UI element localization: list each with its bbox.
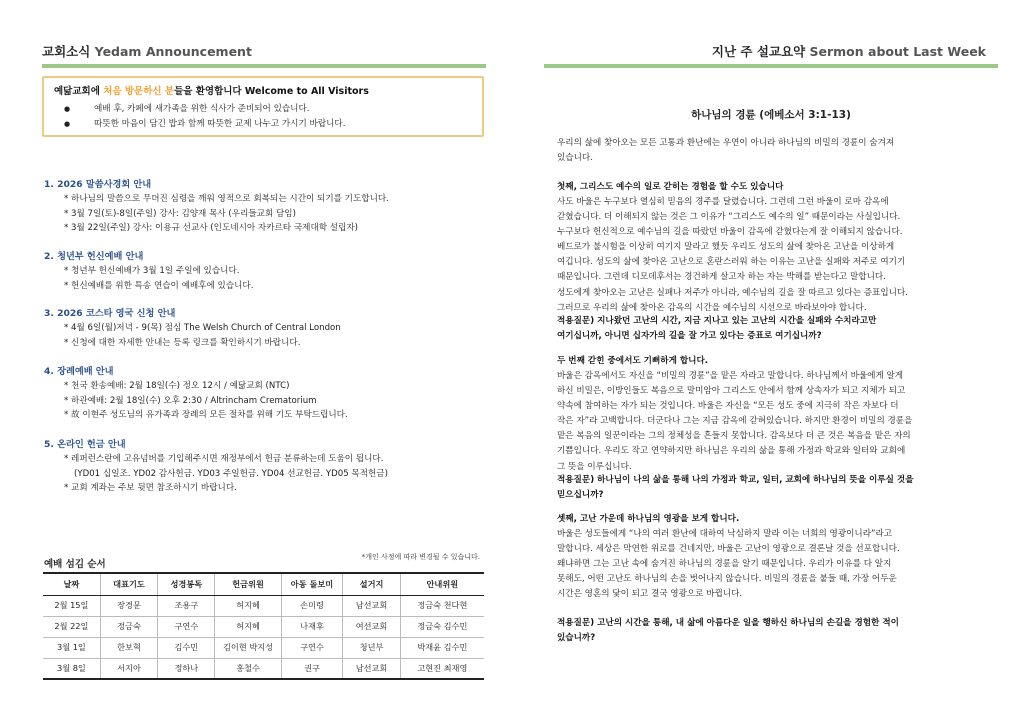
section-title: 1. 2026 말씀사경회 안내: [44, 179, 152, 190]
table-cell: 장경문: [100, 595, 157, 616]
sermon-line: 적용질문) 지나왔던 고난의 시간, 지금 지나고 있는 고난의 시간을 실패와 수치라고만: [557, 316, 877, 326]
section-line: * 3월 7일(토)-8일(주일) 강사: 김양재 목사 (우리들교회 담임): [64, 208, 296, 219]
sermon-line: 여깁니다. 성도의 삶에 찾아온 고난으로 혼란스러워 하는 이유는 고난을 실패와 저주로 여기기: [557, 257, 906, 268]
sermon-heading: [557, 473, 999, 503]
section-youth-service: [44, 250, 484, 293]
sermon-paragraph: [557, 195, 999, 316]
sermon-paragraph: [557, 369, 999, 475]
sermon-line: 누구보다 헌신적으로 예수님의 길을 따랐던 바울이 감옥에 갇혔다는게 잘 이해되지 않습니다.: [557, 227, 903, 238]
table-cell: 김이현 박지성: [215, 637, 281, 658]
welcome-title: [54, 83, 472, 97]
table-cell: 김수민: [158, 637, 215, 658]
table-cell: 정하나: [158, 658, 215, 679]
schedule-title: 예배 섬김 순서: [44, 559, 106, 570]
sermon-line: 있습니까?: [557, 633, 596, 644]
sermon-line: 그 뜻을 이루십니다.: [557, 461, 632, 472]
sermon-line: 말합니다. 세상은 막연한 위로를 건네지만, 바울은 고난이 영광으로 결론날 것을 선포합니다.: [557, 544, 900, 555]
sermon-page: [512, 0, 1024, 724]
sermon-line: 맡은 복음의 일꾼이라는 그의 정체성을 흔들지 못합니다. 감옥보다 더 큰 것은 복음을 맡은 자의: [557, 431, 911, 442]
col-header: 헌금위원: [215, 573, 281, 595]
header-divider: [544, 64, 998, 68]
welcome-title-highlight: 처음 방문하신 분: [103, 86, 175, 97]
sermon-line: 그러므로 우리의 삶에 찾아온 감옥의 시간을 예수님의 시선으로 바라보아야 합니다.: [557, 302, 867, 313]
section-line: * 교회 계좌는 주보 뒷면 참조하시기 바랍니다.: [64, 483, 237, 493]
sermon-line: 작은 자”라 고백합니다. 더군다나 그는 지금 감옥에 갇혀있습니다. 하지만 환경이 비밀의 경륜을: [557, 416, 913, 427]
section-line: * 청년부 헌신예배가 3월 1일 주일에 있습니다.: [64, 266, 240, 276]
sermon-header: [712, 42, 986, 60]
section-title: 4. 장례예배 안내: [44, 366, 114, 377]
sermon-title: 하나님의 경륜 (에베소서 3:1-13): [691, 109, 851, 121]
table-cell: 남선교회: [343, 658, 400, 679]
welcome-list: [54, 102, 472, 132]
sermon-line: 왜냐하면 그는 고난 속에 숨겨진 하나님의 경륜을 알기 때문입니다. 우리가 이유를 다 알지: [557, 559, 892, 570]
table-cell: 정금숙 김수민: [400, 616, 484, 637]
section-line: * 故 이현주 성도님의 유가족과 장례의 모든 절차를 위해 기도 부탁드립니다.: [64, 410, 348, 420]
header-english: Yedam Announcement: [94, 44, 252, 59]
sermon-line: 적용질문) 고난의 시간을 통해, 내 삶에 아름다운 일을 행하신 하나님의 손길을 경험한 적이: [557, 618, 899, 628]
table-cell: 2월 22일: [43, 616, 100, 637]
sermon-line: 바울은 성도들에게 “나의 여러 환난에 대하여 낙심하지 말라 이는 너희의 영광이니라”라고: [557, 529, 893, 539]
schedule-note: *개인 사정에 따라 변경될 수 있습니다.: [361, 553, 480, 561]
section-line: * 헌신예배를 위한 특송 연습이 예배후에 있습니다.: [64, 280, 254, 291]
schedule-header-row: [43, 573, 484, 595]
section-line: * 신청에 대한 자세한 안내는 등록 링크를 확인하시기 바랍니다.: [64, 337, 301, 348]
sermon-heading: [557, 180, 999, 195]
section-line: * 하관예배: 2월 18일(수) 오후 2:30 / Altrincham Crematorium: [64, 395, 317, 406]
sermon-line: 기쁨입니다. 우리도 작고 연약하지만 하나님은 우리의 삶을 통해 가정과 학교와 일터와 교회에: [557, 446, 906, 457]
section-line: * 레퍼런스란에 고유넘버를 기입해주시면 재정부에서 헌금 분류하는데 도움이 됩니다.: [64, 454, 384, 464]
section-bible-conference: [44, 178, 484, 236]
welcome-item: ● 따뜻한 마음이 담긴 밥과 함께 따뜻한 교제 나누고 가시기 바랍니다.: [54, 117, 472, 132]
table-row: [43, 595, 484, 616]
sermon-line: 우리의 삶에 찾아오는 모든 고통과 환난에는 우연이 아니라 하나님의 비밀의 경륜이 숨겨져: [557, 138, 895, 148]
section-funeral: [44, 365, 484, 423]
sermon-line: 때문입니다. 그런데 디모데후서는 경건하게 살고자 하는 자는 박해를 받는다고 말합니다.: [557, 272, 886, 283]
sermon-heading: [557, 354, 999, 369]
col-header: 날짜: [43, 573, 100, 595]
sermon-line: 믿으십니까?: [557, 490, 604, 501]
sermon-line: 성도에게 찾아오는 고난은 실패나 저주가 아니라, 예수님의 길을 잘 따르고 있다는 증표입니다.: [557, 287, 908, 298]
header-korean: 교회소식: [42, 44, 91, 59]
table-cell: 청년부: [343, 637, 400, 658]
table-cell: 박재윤 김수민: [400, 637, 484, 658]
section-line: * 3월 22일(주일) 강사: 이용규 선교사 (인도네시아 자카르타 국제대학 설립자): [64, 223, 359, 233]
table-cell: 권구: [281, 658, 343, 679]
header-korean: 지난 주 설교요약: [711, 44, 806, 59]
sermon-heading: [557, 616, 999, 646]
sermon-line: 하신 비밀은, 이방인들도 복음으로 말미암아 그리스도 안에서 함께 상속자가 되고 지체가 되고: [557, 386, 906, 397]
table-cell: 허지혜: [215, 616, 281, 637]
table-cell: 2월 15일: [43, 595, 100, 616]
sermon-line: 못해도, 어떤 고난도 하나님의 손을 벗어나지 않습니다. 비밀의 경륜을 붙들 때, 가장 어두운: [557, 574, 897, 585]
sermon-heading: [557, 512, 999, 527]
sermon-line: 사도 바울은 누구보다 열심히 믿음의 경주를 달렸습니다. 그런데 그런 바울이 로마 감옥에: [557, 197, 889, 207]
table-cell: 나재후: [281, 616, 343, 637]
sermon-paragraph: [557, 527, 999, 602]
section-online-offering: [44, 438, 484, 496]
sermon-line: 첫째, 그리스도 예수의 일로 갇히는 경험을 할 수도 있습니다: [557, 182, 784, 192]
announcement-header: [42, 42, 252, 60]
sermon-heading: [557, 314, 999, 344]
sermon-line: 약속에 참여하는 자가 되는 것입니다. 바울은 자신을 “모든 성도 중에 지극히 작은 자보다 더: [557, 401, 899, 412]
sermon-line: 적용질문) 하나님이 나의 삶을 통해 나의 가정과 학교, 일터, 교회에 하나님의 뜻을 이루실 것을: [557, 475, 914, 485]
sermon-line: 베드로가 불시험을 이상히 여기지 말라고 했듯 우리도 성도의 삶에 찾아온 고난을 이상하게: [557, 242, 895, 253]
sermon-line: 있습니다.: [557, 153, 593, 164]
table-cell: 허지혜: [215, 595, 281, 616]
section-title: 3. 2026 코스타 영국 신청 안내: [44, 308, 176, 319]
schedule-table: [43, 572, 484, 680]
col-header: 아동 돌보미: [281, 573, 343, 595]
section-line: (YD01 십일조. YD02 감사헌금. YD03 주일헌금. YD04 선교헌금. YD05 목적헌금): [74, 468, 388, 479]
section-kosta: [44, 307, 484, 350]
sermon-line: 시간은 영혼의 닻이 되고 결국 영광으로 바뀝니다.: [557, 589, 743, 600]
welcome-box: [42, 76, 484, 137]
table-cell: 구연수: [158, 616, 215, 637]
table-row: [43, 658, 484, 679]
welcome-item: ● 예배 후, 카페에 새가족을 위한 식사가 준비되어 있습니다.: [54, 102, 472, 117]
table-cell: 구연수: [281, 637, 343, 658]
welcome-title-post: 들을 환영합니다 Welcome to All Visitors: [174, 86, 369, 97]
table-cell: 정금숙: [100, 616, 157, 637]
col-header: 대표기도: [100, 573, 157, 595]
sermon-paragraph: [557, 136, 999, 166]
header-divider: [42, 64, 486, 68]
table-cell: 한보혁: [100, 637, 157, 658]
sermon-line: 갇혔습니다. 더 이해되지 않는 것은 그 이유가 “그리스도 예수의 일” 때문이라는 사실입니다.: [557, 212, 901, 223]
table-cell: 고현진 최재영: [400, 658, 484, 679]
col-header: 안내위원: [400, 573, 484, 595]
table-cell: 3월 1일: [43, 637, 100, 658]
sermon-line: 여기십니까, 아니면 십자가의 길을 잘 가고 있다는 증표로 여기십니까?: [557, 331, 822, 342]
section-line: * 하나님의 말씀으로 무뎌진 심령을 깨워 영적으로 회복되는 시간이 되기를 기도합니다.: [64, 194, 389, 204]
section-title: 2. 청년부 헌신예배 안내: [44, 251, 144, 262]
table-row: [43, 637, 484, 658]
table-cell: 손미령: [281, 595, 343, 616]
table-cell: 남선교회: [343, 595, 400, 616]
table-cell: 정금숙 천다현: [400, 595, 484, 616]
welcome-title-pre: 예닮교회에: [54, 86, 104, 97]
col-header: 성경봉독: [158, 573, 215, 595]
sermon-line: 바울은 감옥에서도 자신을 “비밀의 경륜”을 맡은 자라고 말합니다. 하나님께서 바울에게 알게: [557, 371, 904, 381]
table-cell: 서지아: [100, 658, 157, 679]
table-cell: 3월 8일: [43, 658, 100, 679]
sermon-line: 두 번째 갇힌 중에서도 기뻐하게 합니다.: [557, 356, 709, 366]
header-english: Sermon about Last Week: [809, 44, 986, 59]
section-title: 5. 온라인 헌금 안내: [44, 439, 126, 450]
table-cell: 여선교회: [343, 616, 400, 637]
sermon-line: 셋째, 고난 가운데 하나님의 영광을 보게 합니다.: [557, 514, 740, 524]
table-cell: 홍철수: [215, 658, 281, 679]
table-row: [43, 616, 484, 637]
table-cell: 조용구: [158, 595, 215, 616]
col-header: 설거지: [343, 573, 400, 595]
section-line: * 4월 6일(월)저녁 - 9(목) 점심 The Welsh Church of Central London: [64, 323, 341, 333]
section-line: * 천국 환송예배: 2월 18일(수) 정오 12시 / 예닮교회 (NTC): [64, 381, 290, 391]
